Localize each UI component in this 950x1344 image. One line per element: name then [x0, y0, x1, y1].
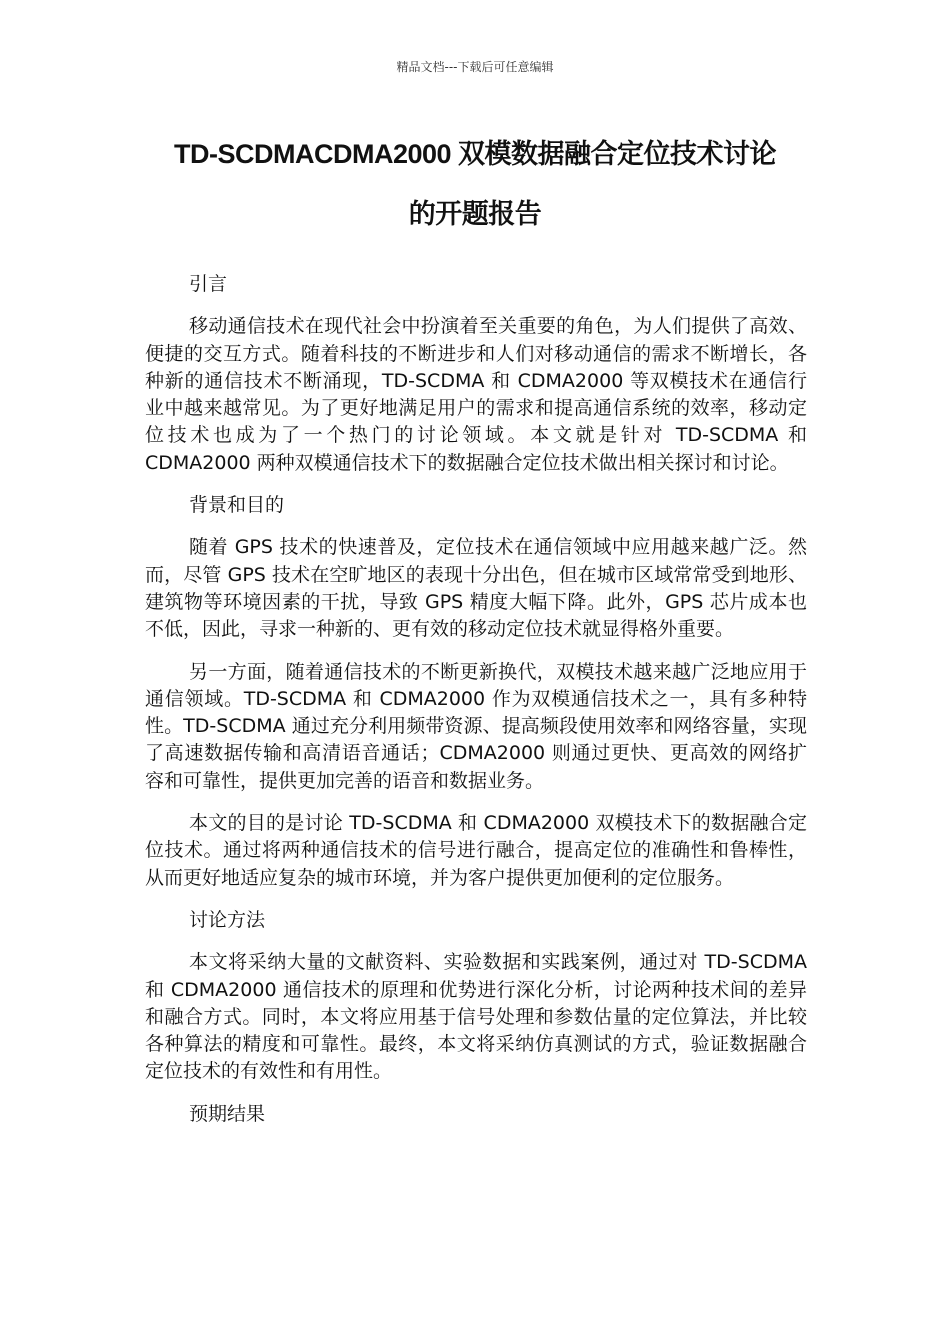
title-line-1: TD-SCDMACDMA2000 双模数据融合定位技术讨论: [173, 139, 777, 169]
background-paragraph-1: 随着 GPS 技术的快速普及，定位技术在通信领域中应用越来越广泛。然而，尽管 GPS 技术在空旷地区的表现十分出色，但在城市区域常常受到地形、建筑物等环境因素的干扰，导致 GPS 精度大幅下降。此外，GPS 芯片成本也不低，因此，寻求一种新的、更有效的移动定位技术就显得格外重要。: [145, 536, 807, 641]
section-heading-method: 讨论方法: [189, 908, 266, 931]
document-title: [120, 134, 830, 254]
intro-paragraph: 移动通信技术在现代社会中扮演着至关重要的角色，为人们提供了高效、便捷的交互方式。随着科技的不断进步和人们对移动通信的需求不断增长，各种新的通信技术不断涌现，TD-SCDMA 和 CDMA2000 等双模技术在通信行业中越来越常见。为了更好地满足用户的需求和提高通信系统的效率，移动定位技术也成为了一个热门的讨论领域。本文就是针对 TD-SCDMA 和 CDMA2000 两种双模通信技术下的数据融合定位技术做出相关探讨和讨论。: [145, 315, 807, 474]
title-line-2: 的开题报告: [408, 199, 542, 229]
document-body: [145, 271, 807, 1143]
method-paragraph: 本文将采纳大量的文献资料、实验数据和实践案例，通过对 TD-SCDMA 和 CDMA2000 通信技术的原理和优势进行深化分析，讨论两种技术间的差异和融合方式。同时，本文将应用基于信号处理和参数估量的定位算法，并比较各种算法的精度和可靠性。最终，本文将采纳仿真测试的方式，验证数据融合定位技术的有效性和有用性。: [145, 951, 807, 1083]
background-paragraph-2: 另一方面，随着通信技术的不断更新换代，双模技术越来越广泛地应用于通信领域。TD-SCDMA 和 CDMA2000 作为双模通信技术之一，具有多种特性。TD-SCDMA 通过充分利用频带资源、提高频段使用效率和网络容量，实现了高速数据传输和高清语音通话；CDMA2000 则通过更快、更高效的网络扩容和可靠性，提供更加完善的语音和数据业务。: [145, 660, 807, 792]
section-heading-results: 预期结果: [189, 1102, 266, 1125]
section-heading-background: 背景和目的: [189, 494, 285, 517]
section-heading-intro: 引言: [189, 273, 228, 295]
page-header: 精品文档---下载后可任意编辑: [396, 60, 554, 74]
background-paragraph-3: 本文的目的是讨论 TD-SCDMA 和 CDMA2000 双模技术下的数据融合定位技术。通过将两种通信技术的信号进行融合，提高定位的准确性和鲁棒性，从而更好地适应复杂的城市环境，并为客户提供更加便利的定位服务。: [145, 812, 807, 889]
